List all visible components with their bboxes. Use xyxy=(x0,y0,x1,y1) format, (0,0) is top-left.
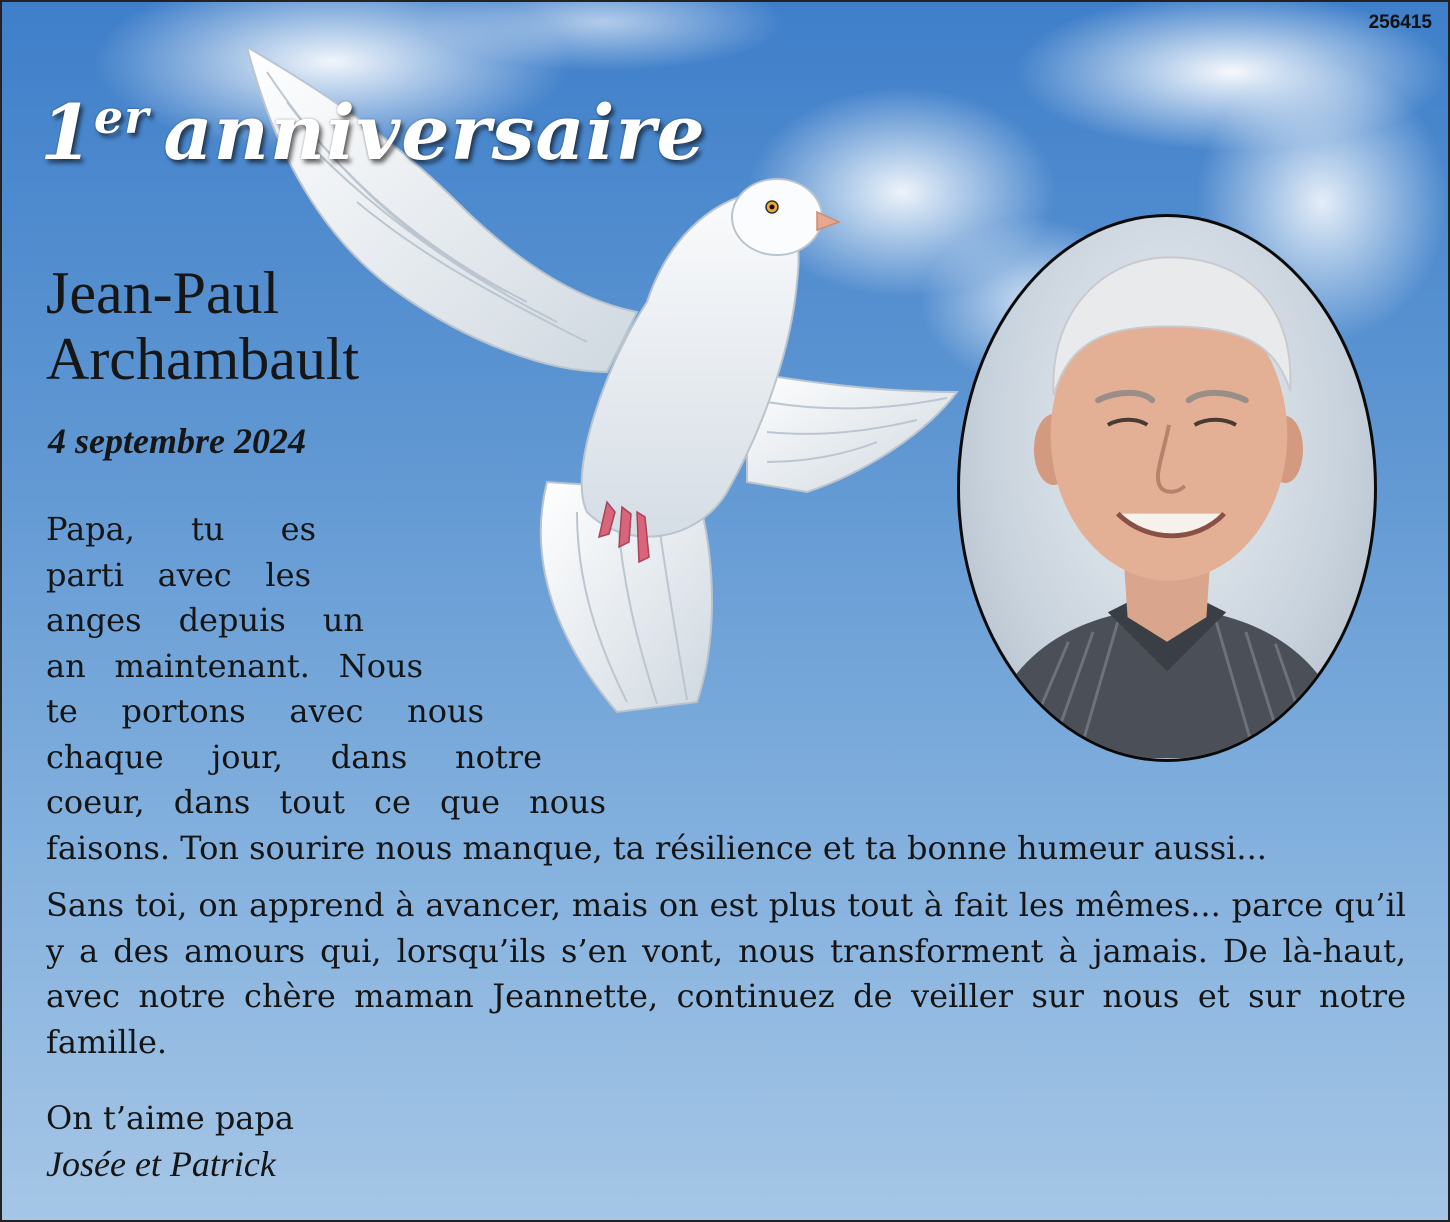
tribute-paragraph-1 xyxy=(46,507,1406,871)
deceased-name xyxy=(46,260,359,392)
tribute-line: Papa, tu es xyxy=(46,510,316,548)
tribute-line: coeur, dans tout ce que nous xyxy=(46,783,606,821)
memorial-date: 4 septembre 2024 xyxy=(48,421,306,461)
closing-line: On t’aime papa xyxy=(46,1099,294,1137)
tribute-paragraph-2: Sans toi, on apprend à avancer, mais on est plus tout à fait les mêmes... parce qu’il y a des amours qui, lorsqu’ils s’en vont, nous transforment à jamais. De là-haut, avec notre chère maman Jeannette, continuez de veiller sur nous et sur notre famille. xyxy=(46,886,1406,1061)
anniversary-title xyxy=(40,88,706,177)
signature: Josée et Patrick xyxy=(46,1144,276,1184)
first-name: Jean-Paul xyxy=(46,260,280,326)
tribute-line: an maintenant. Nous xyxy=(46,646,423,685)
tribute-text xyxy=(46,507,1406,1065)
tribute-line: chaque jour, dans notre xyxy=(46,737,542,776)
last-name: Archambault xyxy=(46,326,360,392)
closing-block xyxy=(46,1095,294,1187)
tribute-line: parti avec les xyxy=(46,555,311,594)
tribute-line: anges depuis un xyxy=(46,601,364,639)
title-numeral: 1 xyxy=(40,88,94,177)
tribute-line: te portons avec nous xyxy=(46,692,484,730)
reference-number: 256415 xyxy=(1368,12,1432,33)
title-word: anniversaire xyxy=(163,88,706,177)
title-superscript: er xyxy=(93,90,150,144)
tribute-line: faisons. Ton sourire nous manque, ta résilience et ta bonne humeur aussi... xyxy=(46,828,1267,867)
